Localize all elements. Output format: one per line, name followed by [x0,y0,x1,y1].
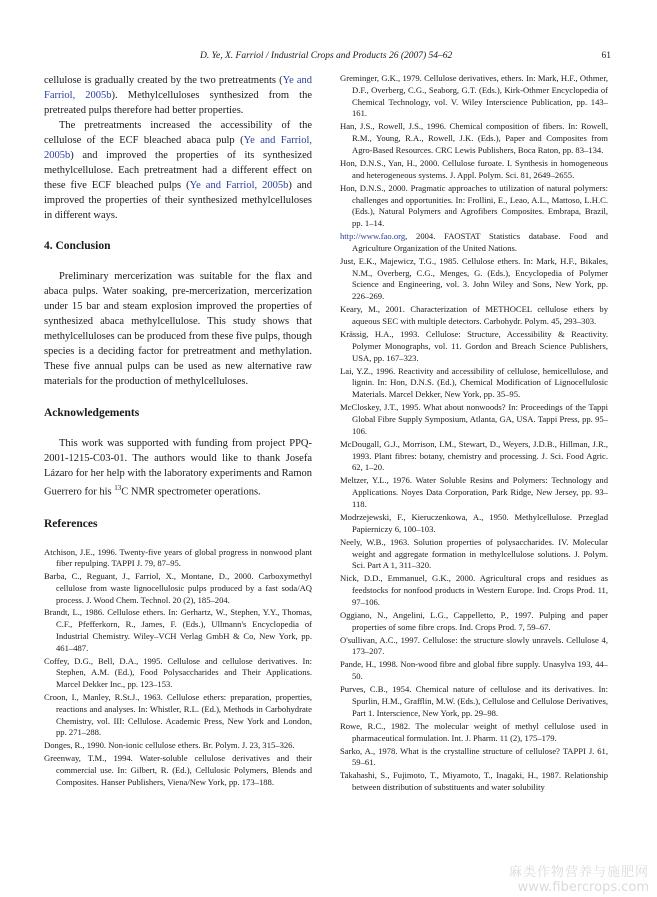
paragraph-continued: cellulose is gradually created by the two pretreatments (Ye and Farriol, 2005b). Methylcelluloses synthesized from the pretreated pulps therefore had better properties. [44,75,313,116]
reference-item: Purves, C.B., 1954. Chemical nature of cellulose and its derivatives. In: Spurlin, H.M., Grafflin, M.W. (Eds.), Cellulose and Cellulose Derivatives, Part 1. Interscience, New York, pp. 29–98. [340,684,608,718]
citation-link[interactable]: Ye and Farriol, 2005b [44,135,313,161]
reference-item: Keary, M., 2001. Characterization of METHOCEL cellulose ethers by aqueous SEC with multiple detectors. Carbohydr. Polym. 45, 293–303. [340,304,608,327]
citation-link[interactable]: Ye and Farriol, 2005b [189,180,289,191]
reference-item: Just, E.K., Majewicz, T.G., 1985. Cellulose ethers. In: Mark, H.F., Bikales, N.M., Overberg, C.G., Menges, G. (Eds.), Encyclopedia of Polymer Science and Engineering, vol. 3. John Wiley and Sons, New York, pp. 226–269. [340,255,608,302]
reference-item: Sarko, A., 1978. What is the crystalline structure of cellulose? TAPPI J. 61, 59–61. [340,745,608,768]
reference-item: Takahashi, S., Fujimoto, T., Miyamoto, T., Inagaki, H., 1987. Relationship between distribution of substituents and water solubility [340,770,608,793]
watermark-url: www.fibercrops.com [517,880,649,895]
reference-item: Atchison, J.E., 1996. Twenty-five years of global progress in nonwood plant fiber repulping. TAPPI J. 79, 87–95. [44,546,312,569]
reference-item: Greenway, T.M., 1994. Water-soluble cellulose derivatives and their commercial use. In: Gilbert, R. (Ed.), Cellulosic Polymers, Blends and Composites. Hanser Publishers, Viena/New York, pp. 173–188. [44,753,312,787]
reference-item: Pande, H., 1998. Non-wood fibre and global fibre supply. Unasylva 193, 44–50. [340,659,608,682]
reference-item: Modrzejewski, F., Kieruczenkowa, A., 1950. Methylcellulose. Przeglad Papierniczy 6, 100–103. [340,511,608,534]
running-header [44,51,611,65]
page-number: 61 [601,51,611,61]
reference-item: http://www.fao.org, 2004. FAOSTAT Statistics database. Food and Agriculture Organization of the United Nations. [340,231,608,253]
acknowledgements-paragraph: This work was supported with funding from project PPQ-2001-1215-C03-01. The authors would like to thank Josefa Lázaro for her help with the laboratory experiments and Ramon Guerrero for his $^{13}$C NMR spectrometer operations. [44,438,312,498]
references-heading: References [44,517,98,530]
reference-item: Krässig, H.A., 1993. Cellulose: Structure, Accessibility & Reactivity. Polymer Monographs, vol. 11. Gordon and Breach Science Publishers, USA, pp. 167–323. [340,329,608,363]
reference-item: McCloskey, J.T., 1995. What about nonwoods? In: Proceedings of the Tappi Global Fibre Supply Symposium, Atlanta, GA, USA. Tappi Press, pp. 95–106. [340,402,608,436]
reference-item: Neely, W.B., 1963. Solution properties of polysaccharides. IV. Molecular weight and aggregate formation in methylcellulose solutions. J. Polym. Sci. Part A 1, 311–320. [340,536,608,571]
fao-url-link[interactable]: http://www.fao.org [340,231,406,242]
reference-item: Lai, Y.Z., 1996. Reactivity and accessibility of cellulose, hemicellulose, and lignin. In: Hon, D.N.S. (Ed.), Chemical Modification of Lignocellulosic Materials. Marcel Dekker, New York, pp. 35–95. [340,365,608,400]
reference-item: Hon, D.N.S., Yan, H., 2000. Cellulose furoate. I. Synthesis in homogeneous and heterogeneous systems. J. Appl. Polym. Sci. 81, 2649–2655. [340,157,608,180]
watermark-title: 麻类作物营养与施肥网 [508,865,649,880]
citation-link[interactable]: Ye and Farriol, 2005b [44,75,313,101]
left-column [44,73,312,789]
reference-item: Barba, C., Reguant, J., Farriol, X., Montane, D., 2000. Carboxymethyl cellulose from waste lignocellulosic pulps produced by a fast soda/AQ process. J. Wood Chem. Technol. 20 (2), 185–204. [44,571,312,605]
reference-item: Meltzer, Y.L., 1976. Water Soluble Resins and Polymers: Technology and Applications. Noyes Data Corporation, Park Ridge, New Jersey, pp. 93–118. [340,475,608,509]
reference-item: Coffey, D.G., Bell, D.A., 1995. Cellulose and cellulose derivatives. In: Stephen, A.M. (Ed.), Food Polysaccharides and Their Applications. Marcel Dekker Inc., pp. 123–153. [44,655,312,690]
running-title: D. Ye, X. Farriol / Industrial Crops and Products 26 (2007) 54–62 [200,51,453,61]
conclusion-heading: 4. Conclusion [44,240,111,252]
right-column [340,73,608,795]
conclusion-paragraph: Preliminary mercerization was suitable for the flax and abaca pulps. Water soaking, pre-mercerization, mercerization under 15 bar and steam explosion improved the properties of synthesized abaca methylcellulose. This study shows that methylcelluloses can be produced from these five pulps, though species is a deciding factor for pretreatment and methylation. These five annual pulps can be used as new alternative raw materials for the production of methylcelluloses. [44,271,312,387]
reference-item: O'sullivan, A.C., 1997. Cellulose: the structure slowly unravels. Cellulose 4, 173–207. [340,634,608,657]
reference-item: Hon, D.N.S., 2000. Pragmatic approaches to utilization of natural polymers: challenges and opportunities. In: Frollini, E., Leao, A.L., Mattoso, L.H.C. (Eds.), Natural Polymers and Agrofibers Composites. Embrapa, Brazil, pp. 1–14. [340,182,608,229]
reference-item: Oggiano, N., Angelini, L.G., Cappelletto, P., 1997. Pulping and paper properties of some fibre crops. Ind. Crops Prod. 7, 59–67. [340,609,608,632]
reference-item: Brandt, L., 1986. Cellulose ethers. In: Gerhartz, W., Stephen, Y.Y., Thomas, C.F., Pfefferkorn, R., James, F. (Eds.), Ullmann's Encyclopedia of Industrial Chemistry. Wiley–VCH Verlag GmbH & Co, New York, pp. 461–487. [44,607,312,653]
reference-item: Croon, I., Manley, R.St.J., 1963. Cellulose ethers: preparation, properties, reactions and analyses. In: Whistler, R.L. (Ed.), Methods in Carbohydrate Chemistry, vol. III: Cellulose. Academic Press, New York and London, pp. 271–288. [44,692,312,738]
reference-item: Greminger, G.K., 1979. Cellulose derivatives, ethers. In: Mark, H.F., Othmer, D.F., Overberg, C.G., Seaborg, G.T. (Eds.), Kirk-Othmer Encyclopedia of Chemical Technology, vol. V. Wiley Interscience Publication, pp. 143–161. [340,73,608,119]
site-watermark [509,861,649,895]
reference-item: McDougall, G.J., Morrison, I.M., Stewart, D., Weyers, J.D.B., Hillman, J.R., 1993. Plant fibres: botany, chemistry and processing. J. Sci. Food Agric. 62, 1–20. [340,438,608,473]
acknowledgements-heading: Acknowledgements [44,407,140,419]
references-list-left [44,547,312,789]
references-list-right [340,73,608,794]
reference-item: Nick, D.D., Emmanuel, G.K., 2000. Agricultural crops and residues as feedstocks for nonfood products in Western Europe. Ind. Crops Prod. 11, 97–106. [340,573,608,607]
reference-item: Donges, R., 1990. Non-ionic cellulose ethers. Br. Polym. J. 23, 315–326. [44,740,295,751]
reference-item: Han, J.S., Rowell, J.S., 1996. Chemical composition of fibers. In: Rowell, R.M., Young, R.A., Rowell, J.K. (Eds.), Paper and Composites from Agro-Based Resources. CRC Lewis Publishers, Boca Raton, pp. 83–134. [340,121,608,155]
reference-item: Rowe, R.C., 1982. The molecular weight of methyl cellulose used in pharmaceutical formulation. Int. J. Pharm. 11 (2), 175–179. [340,720,608,743]
paragraph-pretreatments: The pretreatments increased the accessibility of the cellulose of the ECF bleached abaca pulp (Ye and Farriol, 2005b) and improved the properties of its synthesized methylcellulose. Each pretreatment had a different effect on these five ECF bleached pulps (Ye and Farriol, 2005b) and improved the properties of their synthesized methylcelluloses in different ways. [44,120,313,221]
